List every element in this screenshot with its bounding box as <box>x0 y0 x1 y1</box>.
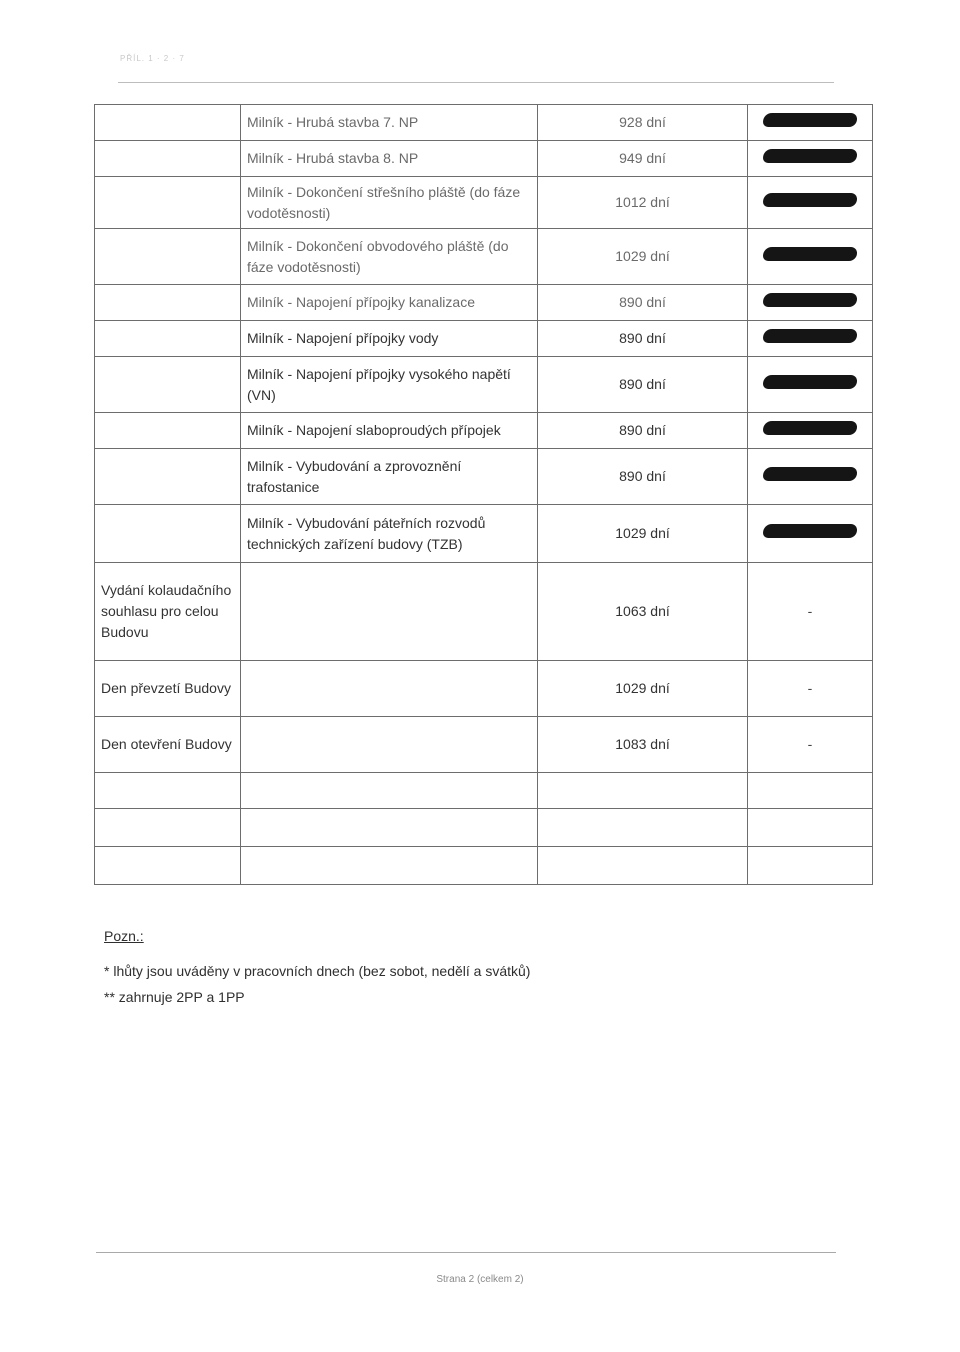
duration-cell <box>538 177 748 229</box>
duration-cell-text: 1012 dní <box>615 194 670 210</box>
note-cell <box>748 847 873 885</box>
duration-cell <box>538 449 748 505</box>
milestone-cell <box>241 177 538 229</box>
event-cell-text: Vydání kolaudačního souhlasu pro celou Budovu <box>101 582 232 640</box>
note-line-2: ** zahrnuje 2PP a 1PP <box>104 989 245 1005</box>
milestone-cell-text: Milník - Napojení slaboproudých přípojek <box>247 422 501 438</box>
table-row <box>95 505 873 563</box>
redaction-mark <box>763 524 857 538</box>
duration-cell-text: 890 dní <box>619 294 666 310</box>
redaction-mark <box>763 293 857 307</box>
note-cell-text: - <box>807 680 813 696</box>
note-cell <box>748 563 873 661</box>
table-row <box>95 321 873 357</box>
milestone-cell-text: Milník - Hrubá stavba 8. NP <box>247 150 419 166</box>
note-cell <box>748 105 873 141</box>
note-cell <box>748 505 873 563</box>
milestone-cell-text: Milník - Napojení přípojky vody <box>247 330 439 346</box>
notes-section <box>104 928 530 1010</box>
duration-cell <box>538 357 748 413</box>
note-cell <box>748 285 873 321</box>
event-cell <box>95 661 241 717</box>
bottom-rule <box>96 1252 836 1253</box>
milestone-cell <box>241 285 538 321</box>
duration-cell <box>538 773 748 809</box>
milestone-cell <box>241 229 538 285</box>
top-rule <box>118 82 834 83</box>
note-cell <box>748 177 873 229</box>
event-cell <box>95 847 241 885</box>
duration-cell <box>538 661 748 717</box>
duration-cell-text: 890 dní <box>619 330 666 346</box>
table-row <box>95 357 873 413</box>
milestone-cell-text: Milník - Vybudování a zprovoznění trafostanice <box>247 457 462 495</box>
duration-cell-text: 928 dní <box>619 114 666 130</box>
table-row <box>95 661 873 717</box>
redaction-mark <box>763 375 857 389</box>
table-row <box>95 229 873 285</box>
table-row <box>95 773 873 809</box>
event-cell <box>95 177 241 229</box>
note-cell <box>748 449 873 505</box>
milestone-cell <box>241 505 538 563</box>
header-mark: PŘÍL. 1 · 2 · 7 <box>120 54 185 63</box>
milestone-cell-text: Milník - Hrubá stavba 7. NP <box>247 114 419 130</box>
note-cell <box>748 357 873 413</box>
table-row <box>95 449 873 505</box>
duration-cell <box>538 141 748 177</box>
duration-cell-text: 890 dní <box>619 422 666 438</box>
event-cell <box>95 285 241 321</box>
duration-cell-text: 1029 dní <box>615 525 670 541</box>
event-cell <box>95 505 241 563</box>
event-cell <box>95 413 241 449</box>
event-cell <box>95 563 241 661</box>
duration-cell <box>538 847 748 885</box>
note-cell <box>748 413 873 449</box>
duration-cell <box>538 321 748 357</box>
milestone-cell-text: Milník - Vybudování páteřních rozvodů technických zařízení budovy (TZB) <box>247 514 486 552</box>
schedule-table-wrapper <box>94 104 873 885</box>
page-footer: Strana 2 (celkem 2) <box>436 1274 524 1285</box>
redaction-mark <box>763 329 857 343</box>
schedule-table-body <box>95 105 873 885</box>
note-cell <box>748 717 873 773</box>
milestone-cell <box>241 105 538 141</box>
event-cell <box>95 321 241 357</box>
duration-cell-text: 1063 dní <box>615 603 670 619</box>
duration-cell-text: 1029 dní <box>615 248 670 264</box>
table-row <box>95 285 873 321</box>
note-line-1: * lhůty jsou uváděny v pracovních dnech (bez sobot, nedělí a svátků) <box>104 963 531 979</box>
milestone-cell-text: Milník - Dokončení střešního pláště (do fáze vodotěsnosti) <box>247 183 521 221</box>
milestone-cell <box>241 661 538 717</box>
milestone-cell <box>241 717 538 773</box>
table-row <box>95 141 873 177</box>
note-cell <box>748 809 873 847</box>
milestone-cell <box>241 449 538 505</box>
note-cell-text: - <box>807 603 813 619</box>
redaction-mark <box>763 149 857 163</box>
notes-title: Pozn.: <box>104 928 144 944</box>
schedule-table <box>94 104 873 885</box>
milestone-cell-text: Milník - Napojení přípojky vysokého napětí (VN) <box>247 365 511 403</box>
duration-cell-text: 949 dní <box>619 150 666 166</box>
milestone-cell-text: Milník - Dokončení obvodového pláště (do fáze vodotěsnosti) <box>247 237 509 275</box>
redaction-mark <box>763 421 857 435</box>
duration-cell-text: 890 dní <box>619 376 666 392</box>
milestone-cell <box>241 773 538 809</box>
duration-cell <box>538 809 748 847</box>
duration-cell-text: 890 dní <box>619 468 666 484</box>
event-cell <box>95 229 241 285</box>
note-cell-text: - <box>807 736 813 752</box>
event-cell <box>95 141 241 177</box>
note-cell <box>748 229 873 285</box>
table-row <box>95 413 873 449</box>
duration-cell <box>538 505 748 563</box>
table-row <box>95 105 873 141</box>
redaction-mark <box>763 247 857 261</box>
duration-cell <box>538 105 748 141</box>
duration-cell <box>538 413 748 449</box>
duration-cell <box>538 285 748 321</box>
table-row <box>95 177 873 229</box>
milestone-cell <box>241 563 538 661</box>
milestone-cell-text: Milník - Napojení přípojky kanalizace <box>247 294 475 310</box>
milestone-cell <box>241 141 538 177</box>
redaction-mark <box>763 467 857 481</box>
table-row <box>95 809 873 847</box>
duration-cell-text: 1083 dní <box>615 736 670 752</box>
event-cell-text: Den převzetí Budovy <box>101 680 231 696</box>
milestone-cell <box>241 413 538 449</box>
milestone-cell <box>241 847 538 885</box>
duration-cell <box>538 229 748 285</box>
table-row <box>95 563 873 661</box>
note-cell <box>748 661 873 717</box>
note-cell <box>748 141 873 177</box>
table-row <box>95 717 873 773</box>
duration-cell <box>538 563 748 661</box>
duration-cell <box>538 717 748 773</box>
event-cell <box>95 357 241 413</box>
event-cell-text: Den otevření Budovy <box>101 736 232 752</box>
redaction-mark <box>763 113 857 127</box>
event-cell <box>95 449 241 505</box>
event-cell <box>95 717 241 773</box>
milestone-cell <box>241 809 538 847</box>
milestone-cell <box>241 321 538 357</box>
redaction-mark <box>763 193 857 207</box>
event-cell <box>95 773 241 809</box>
milestone-cell <box>241 357 538 413</box>
note-cell <box>748 321 873 357</box>
event-cell <box>95 105 241 141</box>
table-row <box>95 847 873 885</box>
event-cell <box>95 809 241 847</box>
note-cell <box>748 773 873 809</box>
duration-cell-text: 1029 dní <box>615 680 670 696</box>
